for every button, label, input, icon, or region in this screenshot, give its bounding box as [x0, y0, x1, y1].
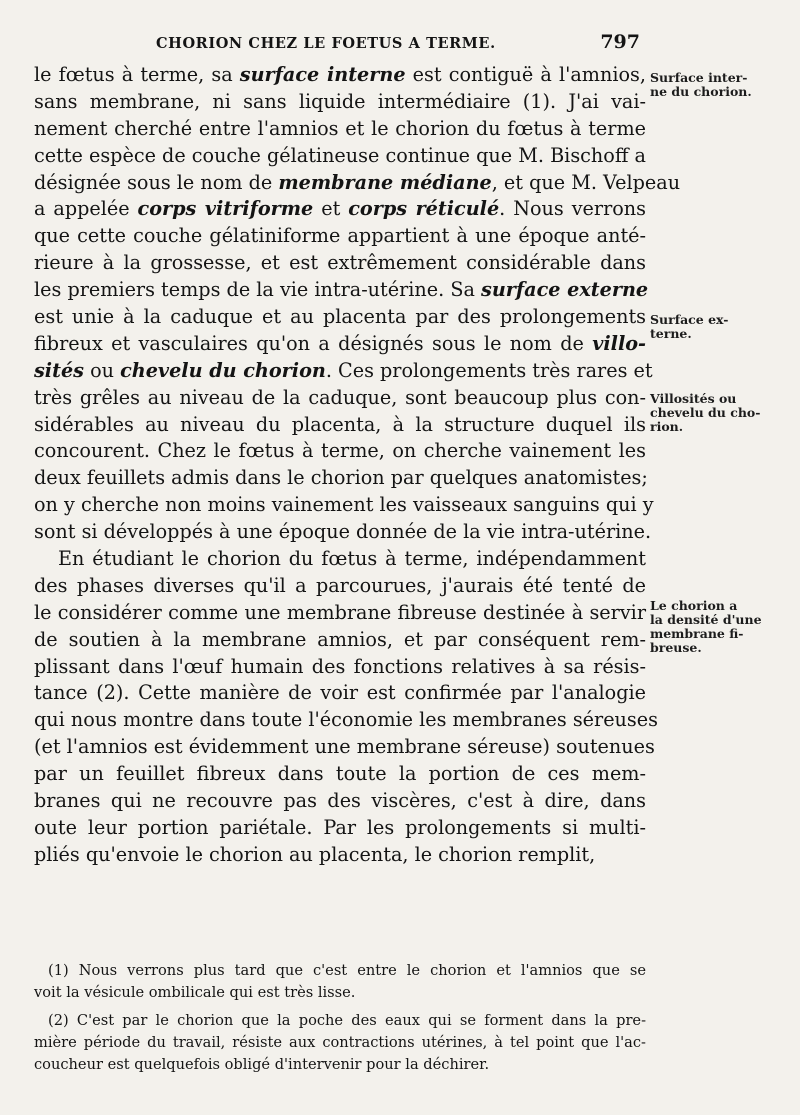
text-run: très grêles au niveau de la caduque, sont beaucoup plus con- — [34, 385, 646, 409]
text-run: plissant dans l'œuf humain des fonctions relatives à sa résis- — [34, 654, 646, 678]
text-run: (et l'amnios est évidemment une membrane séreuse) soutenues — [34, 735, 655, 759]
emphasized-term: villo- — [592, 331, 646, 355]
text-run: rieure à la grossesse, et est extrêmement considérable dans — [34, 251, 646, 275]
footnote-line: voit la vésicule ombilicale qui est très lisse. — [34, 984, 356, 1001]
text-line — [34, 223, 646, 250]
text-line — [34, 277, 649, 304]
text-run: désignée sous le nom de — [34, 170, 279, 194]
margin-note-line: Le chorion a — [650, 598, 738, 613]
text-line — [34, 385, 646, 412]
text-run: . Nous verrons — [499, 197, 647, 221]
page-number: 797 — [600, 31, 640, 53]
text-run: le fœtus à terme, sa — [34, 63, 240, 86]
text-line — [34, 815, 646, 842]
margin-note-line: membrane fi- — [650, 626, 744, 641]
text-run: qui nous montre dans toute l'économie les membranes séreuses — [34, 708, 658, 732]
text-line — [34, 250, 646, 277]
text-line — [34, 465, 646, 492]
emphasized-term: chevelu du chorion — [120, 358, 326, 382]
emphasized-term: sités — [34, 358, 84, 382]
margin-note-line: Villosités ou — [650, 391, 737, 406]
text-line — [34, 196, 646, 223]
footnote — [34, 960, 646, 1004]
text-line — [34, 89, 646, 116]
text-run: concourent. Chez le fœtus à terme, on cherche vainement les — [34, 439, 646, 463]
text-run: pliés qu'envoie le chorion au placenta, le chorion remplit, — [34, 842, 596, 866]
text-line — [34, 600, 646, 627]
text-run: et — [313, 197, 349, 221]
margin-note-line: Surface inter- — [650, 70, 748, 85]
text-line — [34, 707, 658, 734]
text-run: oute leur portion pariétale. Par les prolongements si multi- — [34, 815, 646, 839]
footnotes — [34, 960, 646, 1082]
text-run: on y cherche non moins vainement les vaisseaux sanguins qui y — [34, 493, 654, 517]
text-line — [34, 331, 646, 358]
text-run: ou — [83, 358, 121, 382]
text-line — [34, 62, 646, 89]
margin-note-line: ne du chorion. — [650, 84, 752, 99]
text-run: que cette couche gélatiniforme appartient à une époque anté- — [34, 224, 646, 248]
text-run: a appelée — [34, 197, 138, 221]
text-run: est unie à la caduque et au placenta par des prolongements — [34, 305, 646, 329]
margin-note-line: terne. — [650, 326, 692, 341]
emphasized-term: membrane médiane — [278, 170, 492, 194]
text-run: sidérables au niveau du placenta, à la structure duquel ils — [34, 412, 646, 436]
margin-note-densite-fibreuse — [650, 599, 768, 655]
page-header — [156, 31, 640, 53]
text-run: nement cherché entre l'amnios et le chorion du fœtus à terme — [34, 116, 646, 140]
text-line — [34, 654, 646, 681]
margin-note-line: Surface ex- — [650, 312, 729, 327]
footnote — [34, 1010, 646, 1076]
footnote-line: mière période du travail, résiste aux contractions utérines, à tel point que l'ac- — [34, 1034, 646, 1051]
text-line — [34, 116, 646, 143]
text-line — [34, 627, 646, 654]
text-run: En étudiant le chorion du fœtus à terme, indépendamment — [58, 547, 646, 571]
text-line — [34, 170, 681, 197]
text-run: des phases diverses qu'il a parcourues, j'aurais été tenté de — [34, 573, 646, 597]
margin-note-line: chevelu du cho- — [650, 405, 761, 420]
footnote-line: (1) Nous verrons plus tard que c'est entre le chorion et l'amnios que se — [48, 962, 646, 979]
text-line — [34, 546, 646, 573]
text-line — [34, 492, 654, 519]
text-line — [34, 143, 646, 170]
margin-note-villosites — [650, 392, 768, 434]
text-line — [34, 761, 646, 788]
text-run: par un feuillet fibreux dans toute la portion de ces mem- — [34, 762, 646, 786]
emphasized-term: corps réticulé — [348, 197, 500, 221]
text-line — [34, 412, 646, 439]
text-run: fibreux et vasculaires qu'on a désignés sous le nom de — [34, 331, 593, 355]
margin-note-line: la densité d'une — [650, 612, 762, 627]
text-run: deux feuillets admis dans le chorion par quelques anatomistes; — [34, 466, 648, 490]
text-run: , et que M. Velpeau — [491, 170, 681, 194]
text-run: . Ces prolongements très rares et — [325, 358, 653, 382]
running-head: CHORION CHEZ LE FOETUS A TERME. — [156, 35, 496, 52]
text-line — [34, 438, 646, 465]
text-run: branes qui ne recouvre pas des viscères, c'est à dire, dans — [34, 789, 646, 813]
margin-note-surface-interne — [650, 71, 768, 99]
text-line — [34, 358, 653, 385]
footnote-line: (2) C'est par le chorion que la poche des eaux qui se forment dans la pre- — [48, 1012, 646, 1029]
text-run: cette espèce de couche gélatineuse continue que M. Bischoff a — [34, 143, 646, 167]
text-line — [34, 842, 646, 869]
emphasized-term: surface externe — [481, 278, 649, 302]
text-run: sans membrane, ni sans liquide intermédiaire (1). J'ai vai- — [34, 89, 646, 113]
emphasized-term: corps vitriforme — [137, 197, 314, 221]
emphasized-term: surface interne — [239, 63, 406, 86]
text-line — [34, 304, 646, 331]
margin-note-surface-externe — [650, 313, 768, 341]
margin-note-line: breuse. — [650, 640, 702, 655]
text-line — [34, 734, 655, 761]
text-run: les premiers temps de la vie intra-utérine. Sa — [34, 278, 482, 302]
text-run: le considérer comme une membrane fibreuse destinée à servir — [34, 600, 646, 624]
text-line — [34, 680, 646, 707]
margin-note-line: rion. — [650, 419, 684, 434]
text-run: tance (2). Cette manière de voir est confirmée par l'analogie — [34, 681, 646, 705]
text-run: est contiguë à l'amnios, — [405, 63, 646, 86]
body-text — [34, 62, 681, 869]
text-line — [34, 519, 652, 546]
text-line — [34, 573, 646, 600]
footnote-line: coucheur est quelquefois obligé d'intervenir pour la déchirer. — [34, 1056, 490, 1073]
text-run: sont si développés à une époque donnée de la vie intra-utérine. — [34, 520, 652, 544]
text-line — [34, 788, 646, 815]
text-run: de soutien à la membrane amnios, et par conséquent rem- — [34, 627, 646, 651]
